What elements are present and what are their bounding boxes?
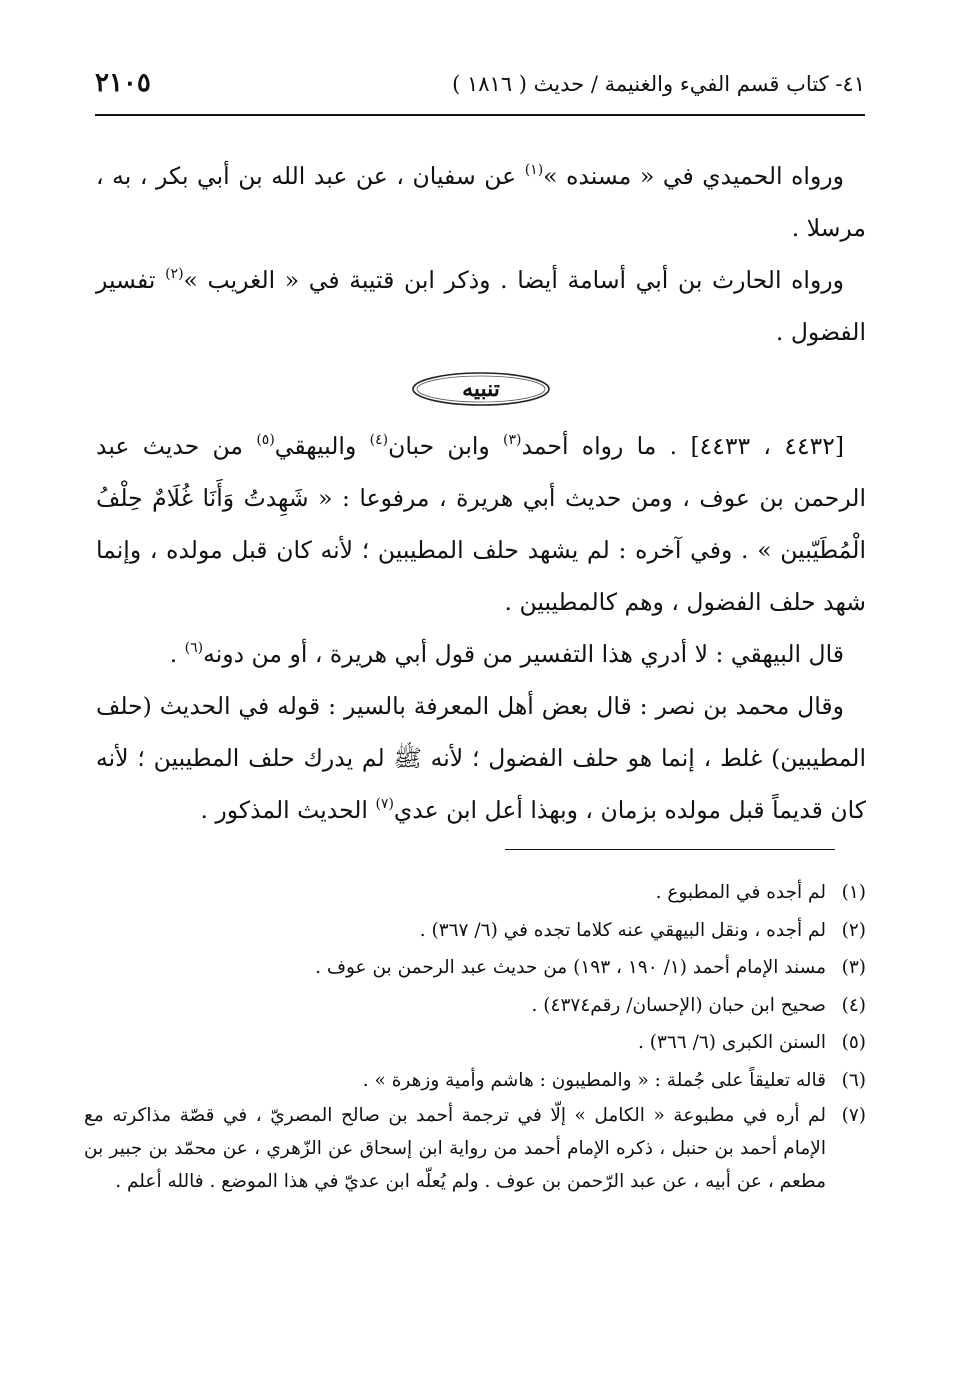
footnote-ref-2[interactable]: (٢) xyxy=(165,266,184,282)
footnote-number: (١) xyxy=(841,882,866,903)
footnote-ref-6[interactable]: (٦) xyxy=(184,640,204,656)
paragraph-tanbih xyxy=(96,420,866,628)
text-run: من حديث عبد الرحمن بن عوف ، ومن حديث أبي هريرة ، مرفوعا : « شَهِدتُ وَأَنَا غُلَامٌ حِلْفُ الْمُطَيّبين » . وفي آخره : لم يشهد حلف المطيبين ؛ لأنه كان قبل مولده ، وإنما شهد حلف الفضول ، وهم كالمطيبين . xyxy=(96,432,866,616)
text-run: ورواه الحميدي في « مسنده » xyxy=(543,162,845,190)
footnote-item xyxy=(84,874,866,912)
text-run: عن سفيان ، عن عبد الله بن أبي بكر ، به ، مرسلا . xyxy=(96,162,866,242)
footnote-number: (٦) xyxy=(841,1069,866,1091)
footnote-text: السنن الكبرى (٦/ ٣٦٦) . xyxy=(637,1032,826,1053)
footnote-text: قاله تعليقاً على جُملة : « والمطيبون : هاشم وأمية وزهرة » . xyxy=(362,1069,826,1091)
footnote-ref-5[interactable]: (٥) xyxy=(256,432,275,448)
paragraph-harith xyxy=(96,254,866,358)
page-header xyxy=(95,68,865,104)
footnote-number: (٢) xyxy=(841,919,866,941)
running-title: ٤١- كتاب قسم الفيء والغنيمة / حديث ( ١٨١٦ ) xyxy=(452,72,865,96)
footnote-text: لم أجده في المطبوع . xyxy=(655,882,826,903)
footnote-ref-7[interactable]: (٧) xyxy=(375,796,394,812)
heading-ornament xyxy=(410,370,552,408)
heading-title: تنبيه xyxy=(462,376,500,402)
paragraph-hamidi xyxy=(96,150,866,254)
header-divider xyxy=(95,114,865,116)
section-heading xyxy=(96,358,866,420)
text-run: والبيهقي xyxy=(274,432,370,460)
footnote-ref-1[interactable]: (١) xyxy=(524,162,544,178)
footnote-item xyxy=(84,1024,866,1062)
footnote-text: لم أره في مطبوعة « الكامل » إلّا في ترجمة أحمد بن صالح المصريّ ، في قصّة مذاكرته مع الإمام أحمد بن حنبل ، ذكره الإمام أحمد من رواية ابن إسحاق عن الزّهري ، عن محمّد بن جبير بن مطعم ، عن أبيه ، عن عبد الرّحمن بن عوف . ولم يُعلّه ابن عديّ في هذا الموضع . فالله أعلم . xyxy=(84,1105,826,1192)
footnote-divider xyxy=(505,849,835,850)
text-run: قال البيهقي : لا أدري هذا التفسير من قول أبي هريرة ، أو من دونه xyxy=(203,640,844,668)
text-run: وقال محمد بن نصر : قال بعض أهل المعرفة بالسير : قوله في الحديث (حلف المطيبين) غلط ، إنما هو حلف الفضول ؛ لأنه ﷺ لم يدرك حلف المطيبين ؛ لأنه كان قديماً قبل مولده بزمان ، وبهذا أعل ابن عدي xyxy=(96,692,866,824)
footnote-ref-4[interactable]: (٤) xyxy=(369,432,389,448)
footnote-number: (٤) xyxy=(841,994,866,1016)
text-run: الحديث المذكور . xyxy=(200,796,376,824)
text-run: . xyxy=(169,640,185,668)
text-run: وابن حبان xyxy=(388,432,504,460)
footnote-number: (٣) xyxy=(841,957,866,978)
footnote-item xyxy=(84,987,866,1025)
text-run: [٤٤٣٢ ، ٤٤٣٣] . ما رواه أحمد xyxy=(521,432,844,460)
main-text xyxy=(96,150,866,836)
footnote-ref-3[interactable]: (٣) xyxy=(503,432,522,448)
footnote-item xyxy=(84,1062,866,1100)
footnote-text: صحيح ابن حبان (الإحسان/ رقم٤٣٧٤) . xyxy=(531,994,826,1016)
footnote-number: (٧) xyxy=(841,1105,866,1126)
footnote-item xyxy=(84,912,866,950)
text-run: تفسير الفضول . xyxy=(96,266,866,346)
footnote-item xyxy=(84,949,866,987)
footnote-text: مسند الإمام أحمد (١/ ١٩٠ ، ١٩٣) من حديث عبد الرحمن بن عوف . xyxy=(315,957,826,978)
paragraph-bayhaqi xyxy=(96,628,866,680)
footnote-text: لم أجده ، ونقل البيهقي عنه كلاما تجده في (٦/ ٣٦٧) . xyxy=(419,919,826,941)
footnotes xyxy=(84,874,866,1198)
page-number: ٢١٠٥ xyxy=(95,68,151,98)
paragraph-ibn-nasr xyxy=(96,680,866,836)
footnote-item xyxy=(84,1099,866,1198)
footnote-number: (٥) xyxy=(841,1032,866,1053)
text-run: ورواه الحارث بن أبي أسامة أيضا . وذكر ابن قتيبة في « الغريب » xyxy=(183,266,844,294)
